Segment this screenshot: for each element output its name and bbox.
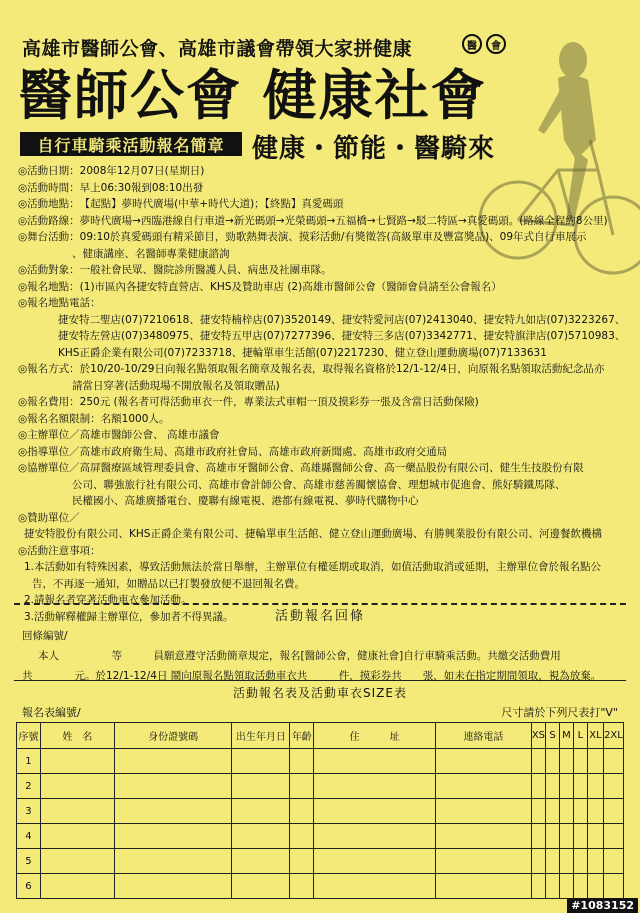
form-cell[interactable] [314, 874, 436, 899]
note-line: 2.請報名者穿著活動車衣參加活動。 [24, 594, 192, 606]
note-line: 告，不再逐一通知，如贈品以已打製發放便不退回報名費。 [32, 577, 305, 590]
table-row [17, 874, 624, 899]
form-cell[interactable] [114, 874, 232, 899]
info-shops-title: ◎報名地點電話： [18, 297, 101, 309]
info-method: ◎報名方式： 於10/20-10/29日向報名點領取報名簡章及報名表，取得報名資格於12/1-12/4日，向原報名點領取活動紀念品亦 [18, 363, 605, 375]
row-number: 2 [17, 774, 41, 799]
col-header: L [573, 723, 587, 749]
form-cell[interactable] [546, 774, 560, 799]
form-cell[interactable] [531, 749, 545, 774]
shop-line: 捷安特二聖店(07)7210618、捷安特楠梓店(07)3520149、捷安特愛河店(07)2413040、捷安特九如店(07)3223267、 [58, 313, 626, 326]
form-cell[interactable] [531, 824, 545, 849]
info-date: ◎活動日期： 2008年12月07日(星期日) [18, 165, 205, 177]
info-method-cont: 請當日穿著(活動現場不開放報名及領取贈品) [72, 379, 280, 392]
col-header: 身份證號碼 [114, 723, 232, 749]
form-cell[interactable] [559, 849, 573, 874]
form-cell[interactable] [546, 874, 560, 899]
form-cell[interactable] [436, 774, 532, 799]
info-sponsor: 捷安特股份有限公司、KHS正爵企業有限公司、捷輪單車生活館、健立登山運動廣場、有勝興業股份有限公司、河邊餐飲機構 [24, 528, 602, 540]
form-cell[interactable] [232, 824, 290, 849]
table-row [17, 849, 624, 874]
col-header: S [546, 723, 560, 749]
form-cell[interactable] [587, 774, 603, 799]
form-cell[interactable] [290, 799, 314, 824]
form-cell[interactable] [436, 749, 532, 774]
form-cell[interactable] [314, 849, 436, 874]
id-stamp: #1083152 [567, 898, 638, 913]
form-cell[interactable] [573, 774, 587, 799]
form-cell[interactable] [573, 849, 587, 874]
info-time: ◎活動時間： 早上06:30報到08:10出發 [18, 181, 204, 194]
form-cell[interactable] [531, 774, 545, 799]
registration-table [16, 722, 624, 899]
form-cell[interactable] [546, 824, 560, 849]
col-header: 姓 名 [40, 723, 114, 749]
note-line: 3.活動解釋權歸主辦單位，參加者不得異議。 [24, 610, 234, 623]
form-cell[interactable] [531, 849, 545, 874]
table-row [17, 749, 624, 774]
form-cell[interactable] [603, 749, 623, 774]
form-cell[interactable] [573, 824, 587, 849]
info-co-cont: 民權國小、高雄廣播電台、慶聯有線電視、港都有線電視、夢時代購物中心 [72, 495, 419, 507]
form-cell[interactable] [114, 824, 232, 849]
info-guide: ◎指導單位／ 高雄市政府衛生局、高雄市政府社會局、高雄市政府新聞處、高雄市政府交通局 [18, 445, 448, 458]
info-target: ◎活動對象： 一般社會民眾、醫院診所醫護人員、病患及社團車隊。 [18, 264, 332, 276]
row-number: 5 [17, 849, 41, 874]
form-cell[interactable] [573, 749, 587, 774]
form-cell[interactable] [290, 874, 314, 899]
form-cell[interactable] [290, 824, 314, 849]
col-header: XS [531, 723, 545, 749]
form-cell[interactable] [436, 874, 532, 899]
medical-association-emblem-icon: 醫 [462, 34, 482, 54]
reply-no-label: 回條編號/ [22, 630, 68, 642]
form-cell[interactable] [114, 799, 232, 824]
table-header [17, 723, 624, 749]
form-cell[interactable] [40, 849, 114, 874]
row-number: 4 [17, 824, 41, 849]
col-header: 2XL [603, 723, 623, 749]
form-cell[interactable] [40, 799, 114, 824]
reply-title: 活動報名回條 [0, 605, 640, 624]
reply-line: 共 元。於12/1-12/4日 鬧向原報名點領取活動車衣共 件，摸彩券共 張，如未在指定期間領取，視為放棄。 [22, 670, 602, 682]
form-cell[interactable] [603, 799, 623, 824]
form-cell[interactable] [40, 824, 114, 849]
form-cell[interactable] [290, 774, 314, 799]
form-cell[interactable] [546, 849, 560, 874]
info-co: ◎協辦單位／ 高屏醫療區域管理委員會、高雄市牙醫師公會、高雄縣醫師公會、高一藥品股份有限公司、健生生技股份有限 [18, 462, 584, 474]
form-cell[interactable] [603, 824, 623, 849]
form-cell[interactable] [114, 749, 232, 774]
form-cell[interactable] [290, 849, 314, 874]
form-cell[interactable] [531, 799, 545, 824]
form-cell[interactable] [603, 874, 623, 899]
form-cell[interactable] [587, 749, 603, 774]
form-cell[interactable] [603, 774, 623, 799]
info-fee: ◎報名費用： 250元 (報名者可得活動車衣一件，專業法式車帽一頂及摸彩券一張及含當日活動保險) [18, 396, 479, 408]
form-cell[interactable] [436, 799, 532, 824]
info-stage: ◎舞台活動： 09:10於真愛碼頭有精采節目，勁歌熱舞表演、摸彩活動/有獎徵答(高級單車及豐富獎品)、09年式自行車展示 [18, 231, 587, 243]
info-limit: ◎報名名額限制： 名額1000人。 [18, 412, 170, 425]
form-cell[interactable] [232, 874, 290, 899]
col-header: M [559, 723, 573, 749]
form-cell[interactable] [531, 874, 545, 899]
form-cell[interactable] [40, 749, 114, 774]
form-cell[interactable] [587, 799, 603, 824]
city-council-emblem-icon: 會 [486, 34, 506, 54]
form-cell[interactable] [40, 874, 114, 899]
slogan: 健康・節能・醫騎來 [252, 134, 496, 164]
form-cell[interactable] [587, 824, 603, 849]
form-cell[interactable] [587, 874, 603, 899]
reply-line: 本人 等 員願意遵守活動簡章規定，報名[醫師公會，健康社會]自行車騎乘活動。共繳交活動費用 [38, 650, 561, 662]
form-cell[interactable] [232, 749, 290, 774]
reply-slip [22, 626, 628, 686]
info-signup: ◎報名地點： (1)市區內各捷安特直營店、KHS及贊助車店 (2)高雄市醫師公會（醫師會員請至公會報名） [18, 280, 502, 293]
form-cell[interactable] [114, 774, 232, 799]
form-cell[interactable] [436, 849, 532, 874]
form-cell[interactable] [232, 849, 290, 874]
col-header: 住 址 [314, 723, 436, 749]
size-note: 尺寸請於下列尺表打"V" [501, 706, 618, 719]
info-route: ◎活動路線： 夢時代廣場→西臨港線自行車道→新光碼頭→光榮碼頭→五福橋→七賢路→駁二特區→真愛碼頭。(路線全程約8公里) [18, 214, 608, 227]
table-row [17, 799, 624, 824]
col-header: XL [587, 723, 603, 749]
shop-line: 捷安特左營店(07)3480975、捷安特五甲店(07)7277396、捷安特三多店(07)3342771、捷安特旗津店(07)5710983、 [58, 330, 626, 342]
info-notes-title: ◎活動注意事項： [18, 544, 101, 557]
table-row [17, 824, 624, 849]
col-header: 年齡 [290, 723, 314, 749]
info-place: ◎活動地點： 【起點】夢時代廣場(中華+時代大道)；【終點】真愛碼頭 [18, 198, 344, 210]
info-host: ◎主辦單位／ 高雄市醫師公會、 高雄市議會 [18, 429, 220, 441]
form-cell[interactable] [573, 799, 587, 824]
top-line: 高雄市醫師公會、高雄市議會帶領大家拼健康 [22, 38, 413, 60]
form-no-label: 報名表編號/ [22, 706, 81, 719]
headline: 醫師公會 健康社會 [18, 64, 487, 127]
form-cell[interactable] [573, 874, 587, 899]
table-row [17, 774, 624, 799]
form-cell[interactable] [559, 774, 573, 799]
form-cell[interactable] [290, 749, 314, 774]
row-number: 1 [17, 749, 41, 774]
note-line: 1.本活動如有特殊因素，導致活動無法於當日舉辦，主辦單位有權延期或取消，如值活動取消或延期，主辦單位會於報名點公 [24, 561, 602, 573]
form-cell[interactable] [546, 799, 560, 824]
col-header: 出生年月日 [232, 723, 290, 749]
form-cell[interactable] [40, 774, 114, 799]
form-cell[interactable] [232, 799, 290, 824]
form-cell[interactable] [559, 824, 573, 849]
form-cell[interactable] [559, 874, 573, 899]
form-cell[interactable] [314, 749, 436, 774]
row-number: 6 [17, 874, 41, 899]
form-cell[interactable] [587, 849, 603, 874]
form-cell[interactable] [232, 774, 290, 799]
form-cell[interactable] [114, 849, 232, 874]
separator [14, 680, 626, 681]
form-cell[interactable] [559, 799, 573, 824]
form-cell[interactable] [314, 799, 436, 824]
row-number: 3 [17, 799, 41, 824]
info-co-cont: 公司、聯強旅行社有限公司、高雄市會計師公會、高雄市慈善關懷協會、理想城市促進會、熊好騎鐵馬隊、 [72, 478, 566, 491]
col-header: 序號 [17, 723, 41, 749]
form-cell[interactable] [559, 749, 573, 774]
info-sponsor-title: ◎贊助單位／ [18, 511, 80, 524]
form-cell[interactable] [546, 749, 560, 774]
col-header: 連絡電話 [436, 723, 532, 749]
form-cell[interactable] [314, 774, 436, 799]
shop-line: KHS正爵企業有限公司(07)7233718、捷輪單車生活館(07)2217230、健立登山運動廣場(07)7133631 [58, 346, 547, 359]
form-title: 活動報名表及活動車衣SIZE表 [233, 686, 407, 700]
banner: 自行車騎乘活動報名簡章 [20, 132, 242, 156]
info-section [18, 163, 628, 625]
form-cell[interactable] [603, 849, 623, 874]
form-cell[interactable] [314, 824, 436, 849]
info-stage-cont: 、健康講座、名醫師專業健康諮詢 [72, 247, 230, 260]
form-cell[interactable] [436, 824, 532, 849]
